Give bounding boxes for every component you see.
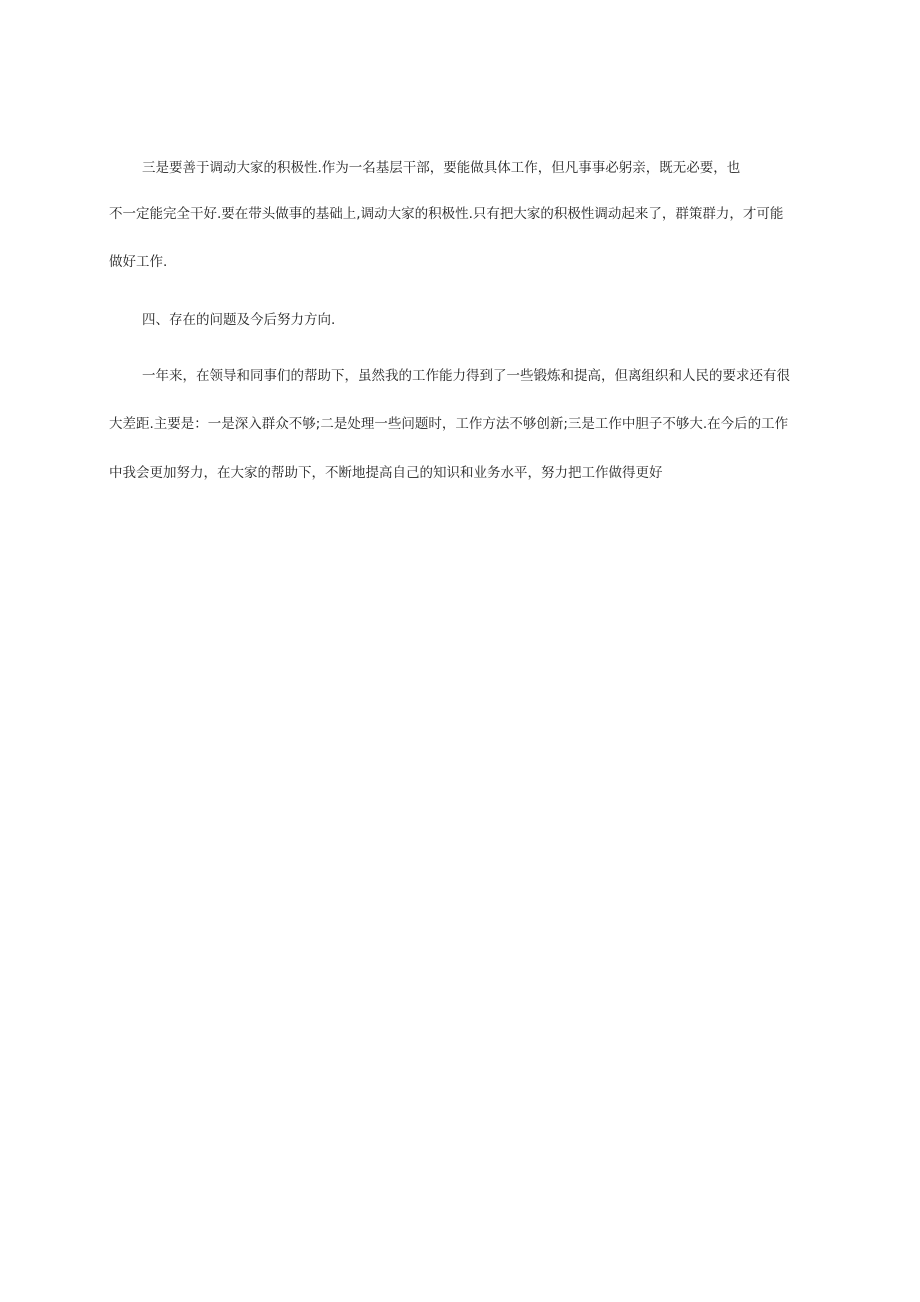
paragraph-1-line-3: 做好工作. [109,254,168,270]
paragraph-1-line-1: 三是要善于调动大家的积极性.作为一名基层干部，要能做具体工作，但凡事事必躬亲，既无必要，也 [142,160,741,176]
paragraph-2-line-2: 大差距.主要是：一是深入群众不够;二是处理一些问题时，工作方法不够创新;三是工作中胆子不够大.在今后的工作 [109,416,789,432]
paragraph-1-line-2: 不一定能完全干好.要在带头做事的基础上,调动大家的积极性.只有把大家的积极性调动起来了，群策群力，才可能 [109,206,784,222]
paragraph-2-line-1: 一年来，在领导和同事们的帮助下，虽然我的工作能力得到了一些锻炼和提高，但离组织和人民的要求还有很 [142,368,790,384]
section-heading-4: 四、存在的问题及今后努力方向. [142,312,336,328]
paragraph-2-line-3: 中我会更加努力，在大家的帮助下，不断地提高自己的知识和业务水平，努力把工作做得更好 [109,465,663,481]
